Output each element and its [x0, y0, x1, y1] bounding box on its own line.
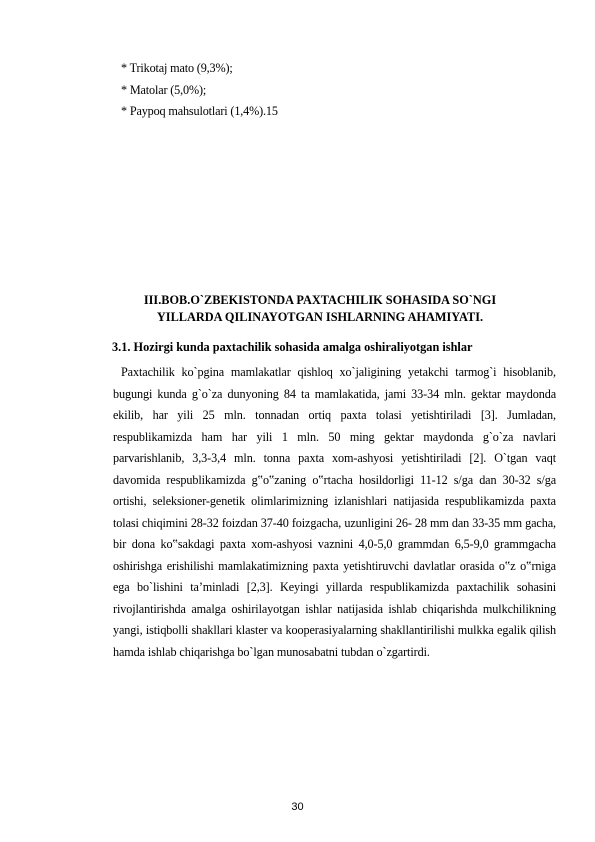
page-number: 30: [291, 801, 304, 813]
bullet-list: [121, 58, 278, 123]
chapter-title-line-1: III.BOB.O`ZBEKISTONDA PAXTACHILIK SOHASIDA SO`NGI: [143, 293, 497, 307]
body-paragraph: Paxtachilik ko`pgina mamlakatlar qishloq xo`jaligining yetakchi tarmog`i hisoblanib, bugungi kunda g`o`za dunyoning 84 ta mamlakatida, jami 33-34 mln. gektar maydonda ekilib, har yili 25 mln. tonnadan ortiq paxta tolasi yetishtiriladi [3]. Jumladan, respublikamizda ham har yili 1 mln. 50 ming gektar maydonda g`o`za navlari parvarishlanib, 3,3-3,4 mln. tonna paxta xom-ashyosi yetishtiriladi [2]. O`tgan vaqt davomida respublikamizda g‟o‟zaning o‟rtacha hosildorligi 11-12 s/ga dan 30-32 s/ga ortishi, seleksioner-genetik olimlarimizning izlanishlari natijasida respublikamizda paxta tolasi chiqimini 28-32 foizdan 37-40 foizgacha, uzunligini 26- 28 mm dan 33-35 mm gacha, bir dona ko‟sakdagi paxta xom-ashyosi vaznini 4,0-5,0 grammdan 6,5-9,0 grammgacha oshirishga erishilishi mamlakatimizning paxta yetishtiruvchi davlatlar orasida o‟z o‟rniga ega bo`lishini ta’minladi [2,3]. Keyingi yillarda respublikamizda paxtachilik sohasini rivojlantirishda amalga oshirilayotgan ishlar natijasida ishlab chiqarishda mulkchilikning yangi, istiqbolli shakllari klaster va kooperasiyalarning shakllantirilishi mulkka egalik qilish hamda ishlab chiqarishga bo`lgan munosabatni tubdan o`zgartirdi.: [113, 365, 556, 659]
chapter-title-line-2: YILLARDA QILINAYOTGAN ISHLARNING AHAMIYATI.: [156, 310, 484, 324]
chapter-title: [60, 292, 580, 326]
bullet-item-hosiery: * Paypoq mahsulotlari (1,4%).15: [121, 104, 278, 118]
bullet-item-fabrics: * Matolar (5,0%);: [121, 82, 207, 97]
bullet-item-knitted-fabric: * Trikotaj mato (9,3%);: [121, 61, 233, 75]
section-title: 3.1. Hozirgi kunda paxtachilik sohasida amalga oshiraliyotgan ishlar: [112, 340, 473, 354]
